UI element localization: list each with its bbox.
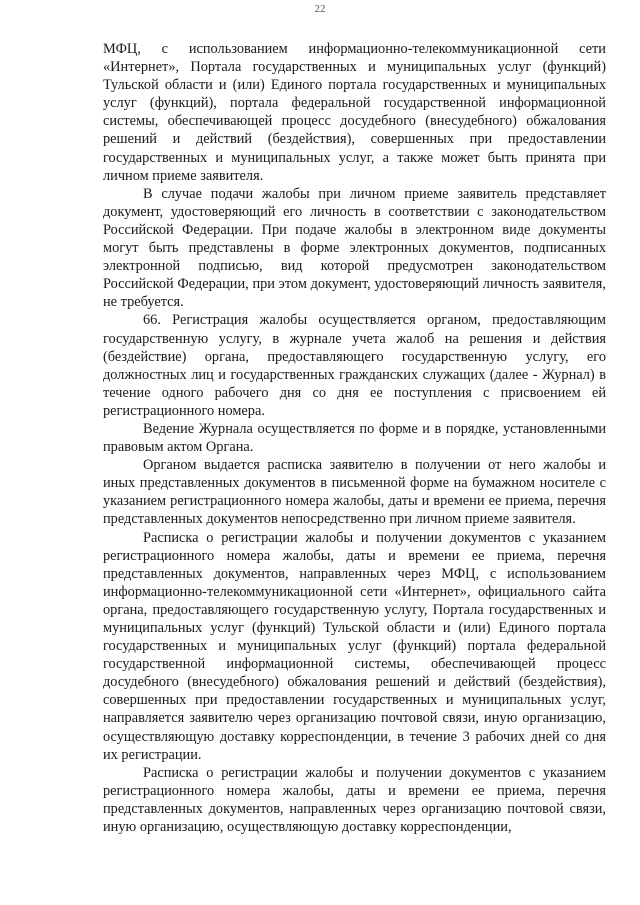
paragraph: Органом выдается расписка заявителю в получении от него жалобы и иных представленных документов в письменной форме на бумажном носителе с указанием регистрационного номера жалобы, даты и времени ее приема, перечня представленных документов непосредственно при личном приеме заявителя. bbox=[103, 457, 606, 528]
paragraph: 66. Регистрация жалобы осуществляется органом, предоставляющим государственную услугу, в журнале учета жалоб на решения и действия (бездействие) органа, предоставляющего государственную услугу, его должностных лиц и государственных гражданских служащих (далее - Журнал) в течение одного рабочего дня со дня ее поступления с присвоением ей регистрационного номера. bbox=[103, 312, 606, 419]
paragraph: Расписка о регистрации жалобы и получении документов с указанием регистрационного номера жалобы, даты и времени ее приема, перечня представленных документов, направленных через МФЦ, с использованием информационно-телекоммуникационной сети «Интернет», официального сайта органа, предоставляющего государственную услугу, Портала государственных и муниципальных услуг (функций) Тульской области и (или) Единого портала государственных и муниципальных услуг (функций) портала федеральной государственной информационной системы, обеспечивающей процесс досудебного (внесудебного) обжалования решений и действий (бездействия), совершенных при предоставлении государственных и муниципальных услуг, направляется заявителю через организацию почтовой связи, иную организацию, осуществляющую доставку корреспонденции, в течение 3 рабочих дней со дня их регистрации. bbox=[103, 529, 606, 763]
paragraph: Расписка о регистрации жалобы и получении документов с указанием регистрационного номера жалобы, даты и времени ее приема, перечня представленных документов, направленных через организацию почтовой связи, иную организацию, осуществляющую доставку корреспонденции, bbox=[103, 764, 606, 836]
body-text bbox=[103, 40, 606, 836]
paragraph: МФЦ, с использованием информационно-телекоммуникационной сети «Интернет», Портала государственных и муниципальных услуг (функций) Тульской области и (или) Единого портала государственных и муниципальных услуг (функций), портала федеральной государственной информационной системы, обеспечивающей процесс досудебного (внесудебного) обжалования решений и действий (бездействия), совершенных при предоставлении государственных и муниципальных услуг, а также может быть принята при личном приеме заявителя. bbox=[103, 41, 606, 184]
page-number: 22 bbox=[314, 3, 326, 15]
paragraph: В случае подачи жалобы при личном приеме заявитель представляет документ, удостоверяющий его личность в соответствии с законодательством Российской Федерации. При подаче жалобы в электронном виде документы могут быть представлены в форме электронных документов, подписанных электронной подписью, вид которой предусмотрен законодательством Российской Федерации, при этом документ, удостоверяющий личность заявителя, не требуется. bbox=[103, 185, 606, 311]
paragraph: Ведение Журнала осуществляется по форме и в порядке, установленными правовым актом Органа. bbox=[103, 420, 606, 456]
